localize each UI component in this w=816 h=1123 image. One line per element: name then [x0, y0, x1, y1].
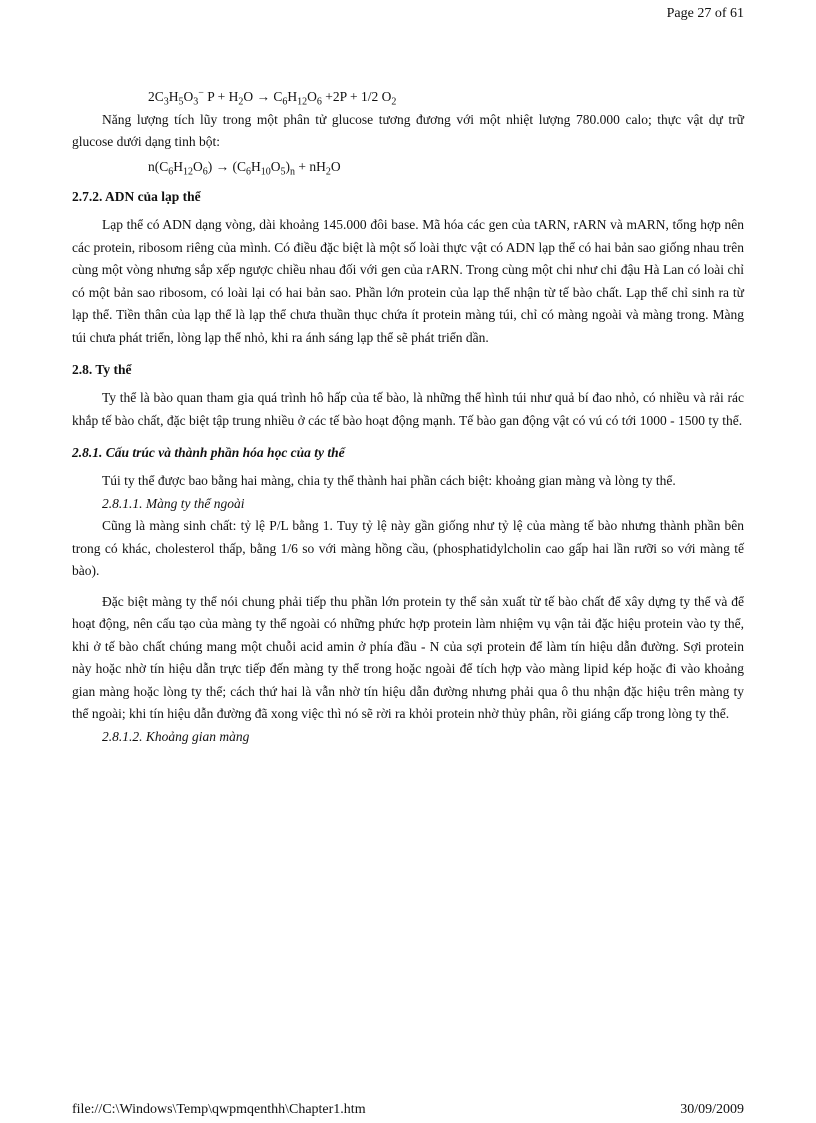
- formula-starch: $n(C_6H_{12}O_6) \to (C_6H_{10}O_5)_n + nH_2O$: [148, 158, 341, 178]
- footer-date: 30/09/2009: [680, 1102, 744, 1117]
- page-number: Page 27 of 61: [666, 6, 744, 21]
- paragraph-plastid-dna: Lạp thể có ADN dạng vòng, dài khoảng 145.000 đôi base. Mã hóa các gen của tARN, rARN và mARN, tổng hợp nên các protein, ribosom riêng của mình. Có điều đặc biệt là một số loài thực vật có ADN lạp thể có hai bản sao giống nhau trên cùng một vòng nhưng sắp xếp ngược chiều nhau đối với gen của rARN. Trong cùng một chi như chi đậu Hà Lan có loài chỉ có một bản sao ribosom, có loài lại có hai bản sao. Phần lớn protein của lạp thể nhận từ tế bào chất. Lạp thể chỉ sinh ra từ lạp thể. Tiền thân của lạp thể là lạp thể chưa thuần thục chứa ít protein màng túi, chỉ có màng ngoài và màng trong. Màng túi chưa phát triển, lòng lạp thể nhỏ, khi ra ánh sáng lạp thể sẽ phát triển dần.: [72, 217, 744, 345]
- document-body: [72, 86, 744, 748]
- footer-file-path: file://C:\Windows\Temp\qwpmqenthh\Chapter1.htm: [72, 1102, 366, 1117]
- heading-2-8: 2.8. Ty thể: [72, 362, 132, 377]
- paragraph-structure: Túi ty thể được bao bằng hai màng, chia ty thể thành hai phần cách biệt: khoảng gian màng và lòng ty thể.: [102, 473, 676, 488]
- paragraph-energy: Năng lượng tích lũy trong một phân tử glucose tương đương với một nhiệt lượng 780.000 calo; thực vật dự trữ glucose dưới dạng tinh bột:: [72, 111, 744, 149]
- heading-2-7-2: 2.7.2. ADN của lạp thể: [72, 189, 201, 204]
- paragraph-outer-membrane: Cũng là màng sinh chất: tỷ lệ P/L bằng 1. Tuy tỷ lệ này gần giống như tỷ lệ của màng tế bào nhưng thành phần bên trong có khác, cholesterol thấp, bằng 1/6 so với màng hồng cầu, (phosphatidylcholin cao gấp hai lần rưỡi so với màng tế bào).: [72, 518, 744, 578]
- heading-2-8-1-1: 2.8.1.1. Màng ty thể ngoài: [102, 495, 245, 511]
- heading-2-8-1: 2.8.1. Cấu trúc và thành phần hóa học của ty thể: [72, 445, 345, 460]
- formula-photosynthesis: $2C_3H_5O_3^-$ $P + H_2O \to C_6H_{12}O_6 +2P + 1/2$ $O_2$: [148, 87, 397, 108]
- paragraph-protein-transport: Đặc biệt màng ty thể nói chung phải tiếp thu phần lớn protein ty thể sản xuất từ tế bào chất để xây dựng ty thể và để hoạt động, nên cấu tạo của màng ty thể ngoài có những phức hợp protein làm nhiệm vụ vận tải đặc hiệu protein vào ty thể, khi ở tế bào chất chúng mang một chuỗi acid amin ở phía đầu - N của sợi protein để làm tín hiệu dẫn đường. Sợi protein này hoặc nhờ tín hiệu dẫn trực tiếp đến màng ty thể trong hoặc ngoài để tích hợp vào màng lipid kép hoặc đi vào khoảng gian màng hoặc lòng ty thể; cách thứ hai là vẫn nhờ tín hiệu dẫn đường nhưng phải qua ô thu nhận đặc hiệu trên màng ty thể ngoài; khi tín hiệu dẫn đường đã xong việc thì nó sẽ rời ra khỏi protein nhờ thủy phân, rồi giáng cấp trong lòng ty thể.: [72, 593, 744, 721]
- heading-2-8-1-2: 2.8.1.2. Khoảng gian màng: [102, 728, 250, 744]
- paragraph-mitochondria: Ty thể là bào quan tham gia quá trình hô hấp của tế bào, là những thể hình túi như quả bí đao nhỏ, có nhiều và rải rác khắp tế bào chất, đặc biệt tập trung nhiều ở các tế bào hoạt động mạnh. Tế bào gan động vật có vú có tới 1000 - 1500 ty thể.: [72, 390, 744, 428]
